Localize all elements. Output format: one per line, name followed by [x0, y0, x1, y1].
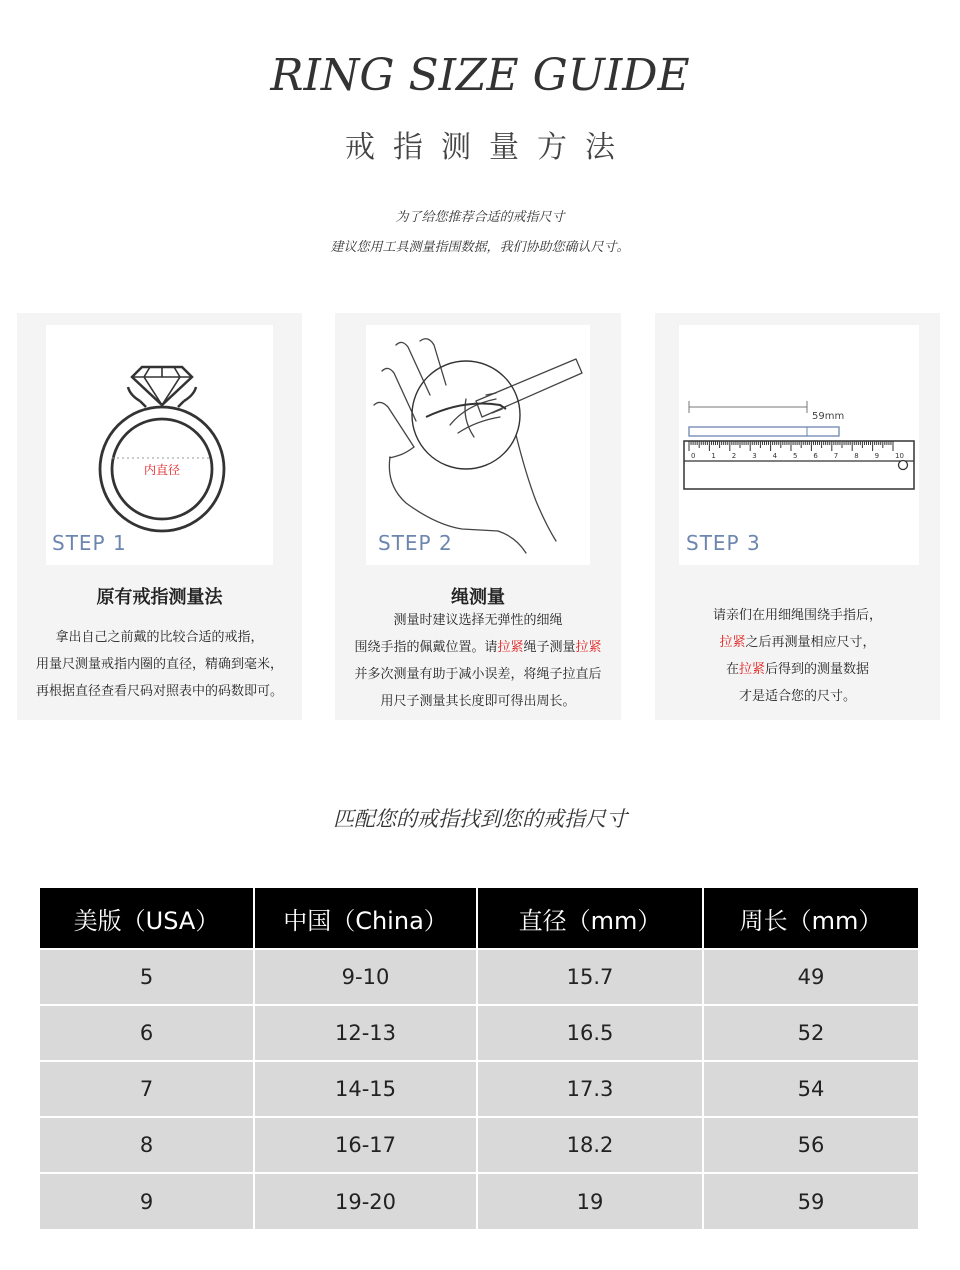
description-text: 用量尺测量戒指内圈的直径，精确到毫米，	[35, 657, 283, 672]
step-3-card	[655, 313, 940, 720]
header-diameter: 直径（mm）	[477, 888, 703, 949]
description-text: 再根据直径查看尺码对照表中的码数即可。	[35, 684, 283, 699]
step-1-heading: 原有戒指测量法	[96, 587, 223, 608]
table-cell: 19	[477, 1173, 703, 1229]
table-row	[40, 1005, 918, 1061]
step-3-description	[655, 602, 940, 710]
description-line	[655, 629, 940, 656]
description-text: 之后再测量相应尺寸，	[745, 635, 876, 650]
table-cell: 56	[703, 1117, 918, 1173]
measurement-label: 59mm	[812, 411, 845, 422]
ruler-measure-icon	[679, 325, 919, 565]
highlight-text: 拉紧	[738, 662, 765, 677]
ruler-number: 2	[731, 452, 737, 460]
table-cell: 14-15	[254, 1061, 477, 1117]
step-1-illustration	[46, 325, 273, 565]
ruler-number: 10	[895, 452, 904, 460]
description-line	[335, 634, 621, 661]
table-cell: 49	[703, 949, 918, 1005]
description-text: 绳子测量	[523, 640, 576, 655]
table-cell: 19-20	[254, 1173, 477, 1229]
description-text: 后得到的测量数据	[765, 662, 870, 677]
step-2-description	[335, 607, 621, 715]
description-text: 请亲们在用细绳围绕手指后，	[712, 608, 882, 623]
step-2-label: STEP 2	[378, 531, 453, 555]
table-cell: 52	[703, 1005, 918, 1061]
ruler-number: 8	[854, 452, 859, 460]
table-cell: 54	[703, 1061, 918, 1117]
table-header-row	[40, 888, 918, 949]
highlight-text: 拉紧	[719, 635, 746, 650]
table-cell: 16.5	[477, 1005, 703, 1061]
page-subtitle: 戒指测量方法	[345, 130, 633, 165]
description-text: 才是适合您的尺寸。	[738, 689, 856, 704]
description-text: 并多次测量有助于减小误差，将绳子拉直后	[354, 667, 602, 682]
table-row	[40, 1117, 918, 1173]
description-text: 在	[725, 662, 739, 677]
header-circumference: 周长（mm）	[703, 888, 918, 949]
inner-diameter-label: 内直径	[143, 463, 181, 477]
step-1-label: STEP 1	[52, 531, 127, 555]
table-cell: 7	[40, 1061, 254, 1117]
table-cell: 16-17	[254, 1117, 477, 1173]
description-text: 测量时建议选择无弹性的细绳	[393, 613, 563, 628]
step-1-card	[17, 313, 302, 720]
page-title: RING SIZE GUIDE	[270, 50, 690, 101]
step-1-description	[17, 624, 302, 705]
intro-line-1: 为了给您推荐合适的戒指尺寸	[395, 210, 565, 225]
step-2-card	[335, 313, 621, 720]
description-line	[335, 688, 621, 715]
table-row	[40, 949, 918, 1005]
intro-line-2: 建议您用工具测量指围数据，我们协助您确认尺寸。	[330, 240, 630, 255]
description-line	[17, 678, 302, 705]
ruler-number: 6	[813, 452, 818, 460]
description-line	[655, 602, 940, 629]
ruler-number: 9	[874, 452, 880, 460]
table-cell: 12-13	[254, 1005, 477, 1061]
description-line	[655, 683, 940, 710]
description-line	[17, 651, 302, 678]
step-2-illustration	[366, 325, 590, 565]
table-cell: 18.2	[477, 1117, 703, 1173]
description-text: 围绕手指的佩戴位置。请	[354, 640, 498, 655]
step-3-illustration	[679, 325, 919, 565]
hand-string-icon	[366, 325, 590, 565]
ruler-number: 5	[793, 452, 798, 460]
ruler-number: 3	[752, 452, 757, 460]
highlight-text: 拉紧	[497, 640, 524, 655]
table-cell: 17.3	[477, 1061, 703, 1117]
table-cell: 9	[40, 1173, 254, 1229]
table-row	[40, 1061, 918, 1117]
description-line	[335, 607, 621, 634]
description-line	[655, 656, 940, 683]
table-cell: 9-10	[254, 949, 477, 1005]
table-row	[40, 1173, 918, 1229]
step-3-label: STEP 3	[686, 531, 761, 555]
ruler-number: 0	[691, 452, 696, 460]
table-cell: 8	[40, 1117, 254, 1173]
highlight-text: 拉紧	[575, 640, 602, 655]
step-2-heading: 绳测量	[451, 587, 505, 608]
ruler-number: 4	[772, 452, 778, 460]
table-cell: 59	[703, 1173, 918, 1229]
header-china: 中国（China）	[254, 888, 477, 949]
description-line	[335, 661, 621, 688]
ring-diagram-icon	[46, 325, 273, 565]
match-size-title: 匹配您的戒指找到您的戒指尺寸	[333, 807, 627, 831]
ruler-number: 1	[711, 452, 716, 460]
header-usa: 美版（USA）	[40, 888, 254, 949]
description-text: 拿出自己之前戴的比较合适的戒指，	[55, 630, 264, 645]
table-cell: 15.7	[477, 949, 703, 1005]
description-text: 用尺子测量其长度即可得出周长。	[380, 694, 576, 709]
size-chart-table	[40, 888, 918, 1229]
description-line	[17, 624, 302, 651]
table-cell: 5	[40, 949, 254, 1005]
table-cell: 6	[40, 1005, 254, 1061]
ruler-number: 7	[833, 452, 839, 460]
